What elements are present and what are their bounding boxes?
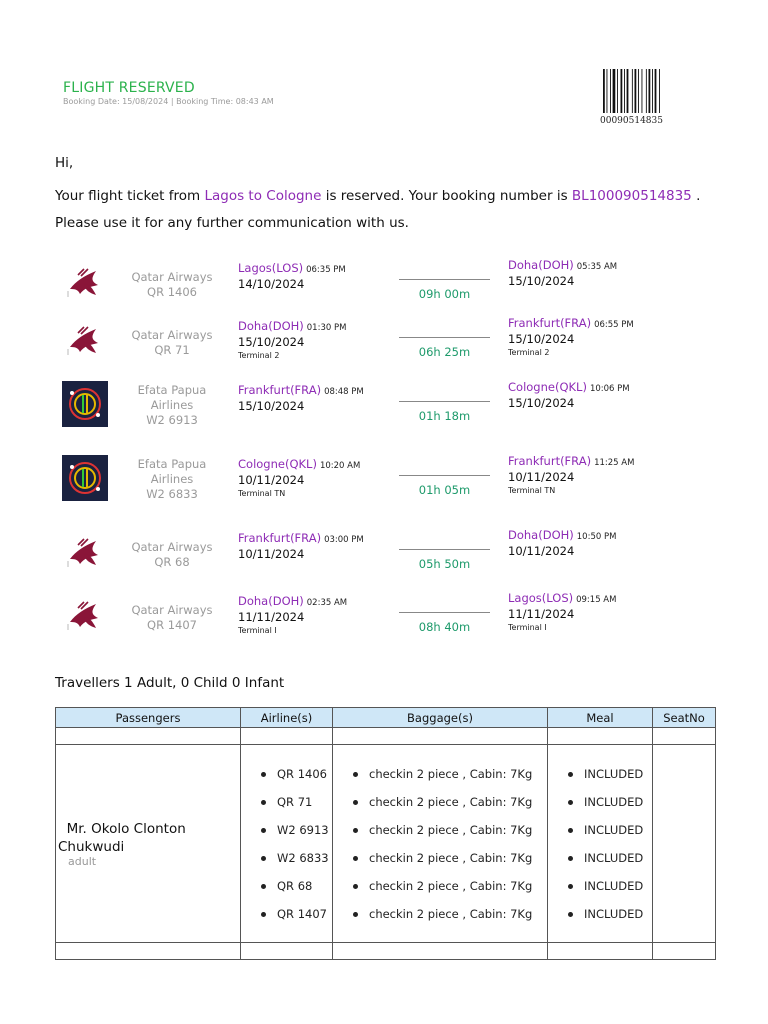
duration-line — [399, 549, 490, 550]
meal-item: INCLUDED — [568, 900, 652, 928]
departure — [238, 319, 346, 361]
airline-name: Qatar Airways — [131, 603, 213, 617]
flight-duration: 01h 18m — [418, 409, 471, 423]
arrival-terminal: Terminal I — [508, 623, 547, 632]
arrival-time: 06:55 PM — [594, 320, 634, 330]
departure-city-line — [238, 594, 347, 610]
airline-name: Qatar Airways — [131, 328, 213, 342]
flight-number: QR 1406 — [147, 285, 197, 299]
airline-name: Efata Papua Airlines — [137, 383, 207, 412]
duration-line — [399, 612, 490, 613]
airline-name: Qatar Airways — [131, 270, 213, 284]
airline-item: QR 68 — [261, 872, 332, 900]
arrival — [508, 380, 630, 411]
flight-duration: 08h 40m — [418, 620, 471, 634]
travellers-summary: Travellers 1 Adult, 0 Child 0 Infant — [55, 675, 285, 691]
page-title: FLIGHT RESERVED — [63, 80, 195, 96]
table-cell — [333, 943, 548, 960]
barcode-number: 00090514835 — [600, 116, 663, 126]
departure-time: 10:20 AM — [319, 461, 361, 471]
barcode — [603, 69, 661, 113]
departure-time: 02:35 AM — [306, 598, 348, 608]
departure — [238, 457, 360, 499]
passenger-cell — [56, 745, 241, 943]
duration-line — [399, 279, 490, 280]
message-prefix: Your flight ticket from — [55, 188, 205, 204]
message-suffix: . — [691, 188, 701, 204]
departure-date: 10/11/2024 — [238, 473, 305, 487]
departure-time: 03:00 PM — [324, 535, 364, 545]
departure-city: Doha(DOH) — [238, 594, 304, 608]
arrival-city-line — [508, 258, 617, 274]
table-row — [56, 745, 716, 943]
table-row — [56, 943, 716, 960]
departure-date: 10/11/2024 — [238, 547, 305, 561]
passenger-table — [55, 707, 716, 960]
airline-info — [122, 540, 222, 570]
reservation-message — [55, 188, 700, 204]
arrival — [508, 591, 616, 633]
arrival — [508, 316, 634, 358]
meal-item: INCLUDED — [568, 872, 652, 900]
table-cell — [56, 943, 241, 960]
arrival-city: Frankfurt(FRA) — [508, 454, 592, 468]
arrival-date: 15/10/2024 — [508, 274, 575, 288]
table-cell — [56, 728, 241, 745]
arrival-date: 15/10/2024 — [508, 332, 575, 346]
arrival-time: 05:35 AM — [576, 262, 618, 272]
flight-duration: 09h 00m — [418, 287, 471, 301]
arrival — [508, 258, 617, 289]
column-header: Passengers — [56, 708, 241, 728]
qatar-airways-logo — [62, 261, 108, 307]
qatar-airways-logo — [62, 531, 108, 577]
arrival-time: 09:15 AM — [576, 595, 617, 605]
departure-date: 15/10/2024 — [238, 335, 305, 349]
departure — [238, 383, 364, 414]
qatar-airways-logo — [62, 319, 108, 365]
arrival-time: 10:50 PM — [576, 532, 617, 542]
flight-segment — [0, 454, 768, 517]
departure-time: 06:35 PM — [306, 265, 346, 275]
airline-name: Qatar Airways — [131, 540, 213, 554]
departure-city: Cologne(QKL) — [238, 457, 317, 471]
duration-line — [399, 475, 490, 476]
table-cell — [241, 728, 333, 745]
table-cell — [333, 728, 548, 745]
flight-segment — [0, 380, 768, 443]
meal-item: INCLUDED — [568, 760, 652, 788]
arrival-city-line — [508, 316, 634, 332]
duration-line — [399, 401, 490, 402]
arrival-date: 11/11/2024 — [508, 607, 575, 621]
duration-line — [399, 337, 490, 338]
flight-segment — [0, 528, 768, 591]
booking-number: BL100090514835 — [571, 188, 692, 204]
arrival — [508, 454, 634, 496]
airline-info — [122, 383, 222, 428]
airline-info — [122, 603, 222, 633]
flight-segment — [0, 591, 768, 654]
baggage-item: checkin 2 piece , Cabin: 7Kg — [353, 900, 547, 928]
table-cell — [548, 943, 653, 960]
departure-terminal: Terminal 2 — [238, 351, 280, 360]
airline-item: QR 71 — [261, 788, 332, 816]
flight-duration: 06h 25m — [418, 345, 471, 359]
baggage-cell — [333, 745, 548, 943]
column-header: Airline(s) — [241, 708, 333, 728]
column-header: Meal — [548, 708, 653, 728]
table-cell — [653, 943, 716, 960]
meal-item: INCLUDED — [568, 788, 652, 816]
table-header-row — [56, 708, 716, 728]
arrival-city: Cologne(QKL) — [508, 380, 587, 394]
baggage-list — [333, 760, 547, 928]
arrival-city-line — [508, 454, 634, 470]
baggage-item: checkin 2 piece , Cabin: 7Kg — [353, 872, 547, 900]
departure-city-line — [238, 319, 346, 335]
arrival-city: Doha(DOH) — [508, 528, 574, 542]
table-row — [56, 728, 716, 745]
departure — [238, 261, 346, 292]
flight-segment — [0, 258, 768, 321]
arrival-time: 11:25 AM — [594, 458, 635, 468]
airlines-list — [241, 760, 332, 928]
arrival-city: Doha(DOH) — [508, 258, 574, 272]
airline-item: W2 6833 — [261, 844, 332, 872]
arrival-date: 10/11/2024 — [508, 544, 575, 558]
passenger-type: adult — [68, 854, 97, 868]
departure-date: 15/10/2024 — [238, 399, 305, 413]
flight-segment — [0, 316, 768, 379]
airline-item: QR 1407 — [261, 900, 332, 928]
meal-list — [548, 760, 652, 928]
greeting: Hi, — [55, 155, 74, 171]
flight-duration: 05h 50m — [418, 557, 471, 571]
airline-info — [122, 328, 222, 358]
efata-papua-logo — [62, 455, 108, 501]
departure-terminal: Terminal TN — [238, 489, 286, 498]
departure — [238, 531, 364, 562]
message-middle: is reserved. Your booking number is — [321, 188, 572, 204]
departure-time: 08:48 PM — [324, 387, 364, 397]
seat-cell — [653, 745, 716, 943]
flight-number: W2 6913 — [146, 413, 198, 427]
arrival-time: 10:06 PM — [589, 384, 630, 394]
flight-duration: 01h 05m — [418, 483, 471, 497]
column-header: Baggage(s) — [333, 708, 548, 728]
flight-number: W2 6833 — [146, 487, 198, 501]
departure-time: 01:30 PM — [306, 323, 347, 333]
arrival-terminal: Terminal TN — [508, 486, 556, 495]
departure-city-line — [238, 261, 346, 277]
departure-city-line — [238, 457, 360, 473]
departure — [238, 594, 347, 636]
arrival-city-line — [508, 380, 630, 396]
table-cell — [241, 943, 333, 960]
airline-info — [122, 457, 222, 502]
qatar-airways-logo — [62, 594, 108, 640]
departure-city: Lagos(LOS) — [238, 261, 304, 275]
airline-item: QR 1406 — [261, 760, 332, 788]
baggage-item: checkin 2 piece , Cabin: 7Kg — [353, 816, 547, 844]
efata-papua-logo — [62, 381, 108, 427]
departure-city: Doha(DOH) — [238, 319, 304, 333]
departure-date: 11/11/2024 — [238, 610, 305, 624]
airline-item: W2 6913 — [261, 816, 332, 844]
flight-number: QR 68 — [154, 555, 190, 569]
arrival-city: Lagos(LOS) — [508, 591, 574, 605]
table-cell — [548, 728, 653, 745]
booking-info: Booking Date: 15/08/2024 | Booking Time: 08:43 AM — [63, 97, 274, 106]
meal-cell — [548, 745, 653, 943]
arrival-city-line — [508, 528, 616, 544]
flight-number: QR 71 — [154, 343, 190, 357]
table-cell — [653, 728, 716, 745]
airline-name: Efata Papua Airlines — [137, 457, 207, 486]
departure-city-line — [238, 383, 364, 399]
arrival-city-line — [508, 591, 616, 607]
meal-item: INCLUDED — [568, 816, 652, 844]
airline-info — [122, 270, 222, 300]
departure-date: 14/10/2024 — [238, 277, 305, 291]
column-header: SeatNo — [653, 708, 716, 728]
departure-city: Frankfurt(FRA) — [238, 383, 322, 397]
route-link: Lagos to Cologne — [204, 188, 322, 204]
departure-city: Frankfurt(FRA) — [238, 531, 322, 545]
arrival-date: 15/10/2024 — [508, 396, 575, 410]
meal-item: INCLUDED — [568, 844, 652, 872]
departure-city-line — [238, 531, 364, 547]
flight-number: QR 1407 — [147, 618, 197, 632]
communication-note: Please use it for any further communication with us. — [55, 215, 409, 231]
baggage-item: checkin 2 piece , Cabin: 7Kg — [353, 844, 547, 872]
departure-terminal: Terminal I — [238, 626, 277, 635]
baggage-item: checkin 2 piece , Cabin: 7Kg — [353, 788, 547, 816]
baggage-item: checkin 2 piece , Cabin: 7Kg — [353, 760, 547, 788]
arrival-city: Frankfurt(FRA) — [508, 316, 592, 330]
airlines-cell — [241, 745, 333, 943]
arrival-terminal: Terminal 2 — [508, 348, 550, 357]
passenger-name-text: Mr. Okolo Clonton Chukwudi — [58, 820, 186, 855]
arrival-date: 10/11/2024 — [508, 470, 575, 484]
passenger-name — [56, 820, 240, 856]
arrival — [508, 528, 616, 559]
